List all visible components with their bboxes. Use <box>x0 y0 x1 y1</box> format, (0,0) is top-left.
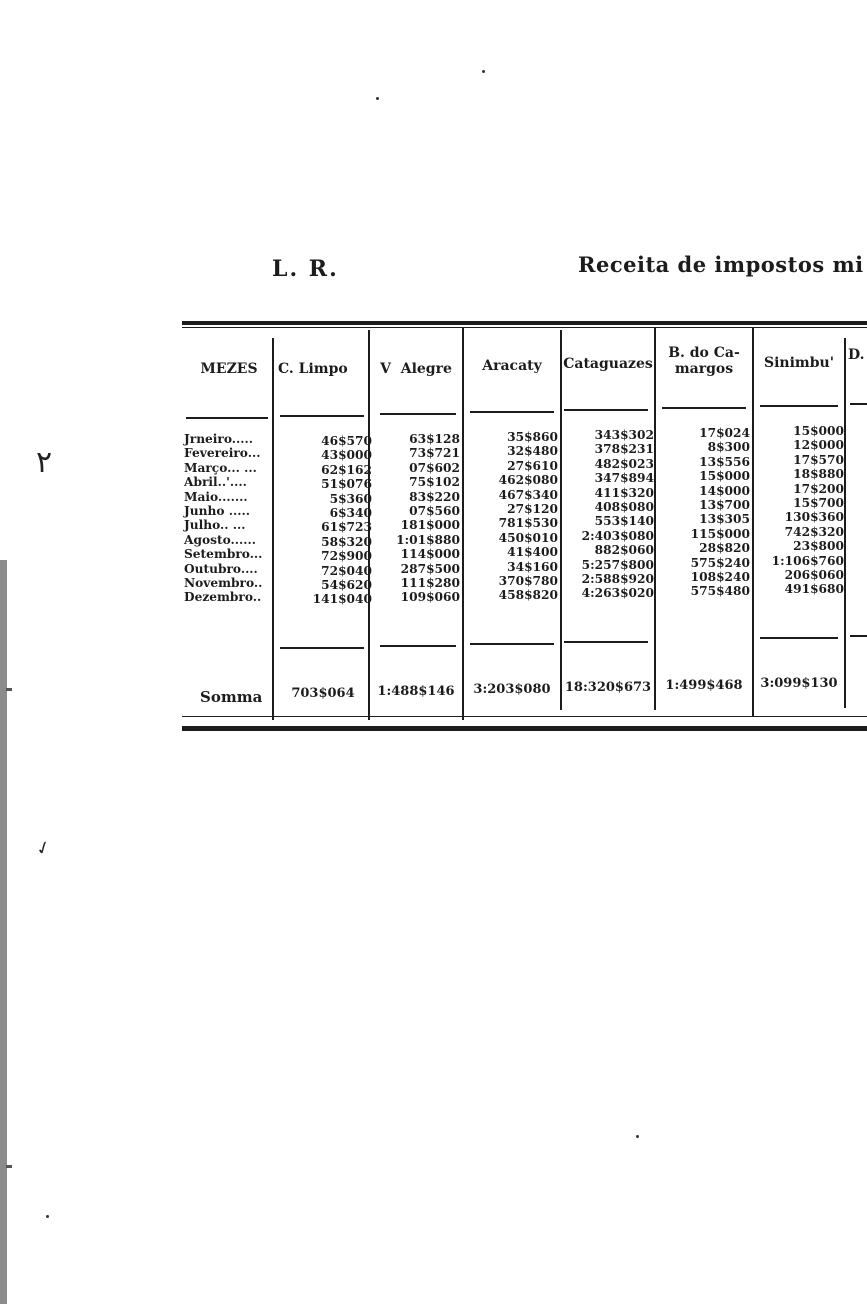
table-cell: 408$080 <box>594 500 654 515</box>
table-cell: 51$076 <box>321 477 372 492</box>
table-cell: 458$820 <box>498 588 558 603</box>
header-underline <box>760 405 838 407</box>
ink-speck <box>376 97 379 100</box>
month-label: Fevereiro... <box>184 446 261 461</box>
table-cell: 07$560 <box>409 504 460 519</box>
table-cell: 15$000 <box>699 469 750 484</box>
table-cell: 482$023 <box>594 456 654 471</box>
column-separator <box>844 338 846 708</box>
column-separator <box>272 338 274 720</box>
table-cell: 343$302 <box>594 428 654 442</box>
total-v-alegre: 1:488$146 <box>377 684 455 699</box>
table-cell: 34$160 <box>507 559 558 574</box>
column-c-limpo <box>276 434 372 607</box>
table-cell: 12$000 <box>793 438 844 453</box>
table-cell: 61$723 <box>321 520 372 535</box>
table-cell: 553$140 <box>594 514 654 529</box>
month-labels <box>184 432 262 605</box>
table-cell: 114$000 <box>400 547 460 562</box>
page-header-left: L. R. <box>272 256 339 282</box>
table-cell: 462$080 <box>498 473 558 488</box>
table-cell: 83$220 <box>409 489 460 504</box>
table-cell: 54$620 <box>321 578 372 593</box>
table-cell: 882$060 <box>594 543 654 558</box>
column-header-c-limpo: C. Limpo <box>278 361 348 377</box>
column-header-aracaty: Aracaty <box>482 358 542 374</box>
table-cell: 141$040 <box>312 592 372 607</box>
table-bottom-rule <box>182 726 867 731</box>
table-cell: 1:106$760 <box>771 553 844 568</box>
table-top-rule <box>182 321 867 325</box>
sum-underline <box>850 635 867 637</box>
column-aracaty <box>464 430 558 603</box>
table-cell: 14$000 <box>699 483 750 498</box>
table-cell: 109$060 <box>400 590 460 605</box>
column-header-v-alegre: V Alegre <box>380 361 452 377</box>
table-cell: 27$120 <box>507 502 558 517</box>
column-sinimbu <box>754 424 844 597</box>
month-label: Setembro... <box>184 547 263 562</box>
month-label: Novembro.. <box>184 576 263 591</box>
table-cell: 46$570 <box>321 434 372 448</box>
table-cell: 378$231 <box>594 442 654 457</box>
table-cell: 115$000 <box>690 526 750 541</box>
table-cell: 58$320 <box>321 534 372 549</box>
table-cell: 28$820 <box>699 541 750 556</box>
table-cell: 5$360 <box>329 491 372 506</box>
table-cell: 15$000 <box>793 424 844 438</box>
month-label: Agosto...... <box>184 532 256 547</box>
table-cell: 18$880 <box>793 467 844 482</box>
table-cell: 1:01$880 <box>396 532 460 547</box>
table-cell: 181$000 <box>400 518 460 533</box>
margin-tick-mark: ✓ <box>32 836 55 861</box>
table-cell: 17$200 <box>793 481 844 496</box>
table-cell: 72$040 <box>321 563 372 578</box>
month-label: Março... ... <box>184 460 257 475</box>
column-cataguazes <box>562 428 654 601</box>
month-label: Julho.. ... <box>184 518 246 533</box>
header-underline <box>850 403 867 405</box>
table-top-rule-thin <box>182 327 867 328</box>
table-cell: 575$480 <box>690 584 750 599</box>
total-cataguazes: 18:320$673 <box>564 680 652 695</box>
table-cell: 5:257$800 <box>581 557 654 572</box>
table-cell: 2:403$080 <box>581 528 654 543</box>
table-cell: 72$900 <box>321 549 372 564</box>
month-label: Maio....... <box>184 489 248 504</box>
table-cell: 108$240 <box>690 570 750 585</box>
table-cell: 35$860 <box>507 430 558 444</box>
table-cell: 206$060 <box>784 568 844 583</box>
table-cell: 781$530 <box>498 516 558 531</box>
ink-speck <box>636 1135 639 1138</box>
table-cell: 75$102 <box>409 475 460 490</box>
total-aracaty: 3:203$080 <box>473 682 551 697</box>
table-cell: 32$480 <box>507 444 558 459</box>
column-v-alegre <box>370 432 460 605</box>
table-cell: 62$162 <box>321 462 372 477</box>
table-cell: 130$360 <box>784 510 844 525</box>
table-cell: 23$800 <box>793 539 844 554</box>
column-header-mezes: MEZES <box>200 361 258 377</box>
table-cell: 43$000 <box>321 448 372 463</box>
total-c-limpo: 703$064 <box>291 686 355 701</box>
table-cell: 370$780 <box>498 574 558 589</box>
column-header-d: D. <box>848 347 865 363</box>
month-label: Outubro.... <box>184 561 258 576</box>
sum-underline <box>380 645 456 647</box>
table-cell: 411$320 <box>594 485 654 500</box>
table-cell: 467$340 <box>498 487 558 502</box>
sum-underline <box>564 641 648 643</box>
column-header-b-do-camargos: B. do Ca- margos <box>668 345 740 377</box>
header-underline <box>564 409 648 411</box>
totals-row-label: Somma <box>200 688 263 706</box>
table-bottom-rule-thin <box>182 716 867 717</box>
table-cell: 2:588$920 <box>581 572 654 587</box>
total-b-do-camargos: 1:499$468 <box>665 678 743 693</box>
column-b-do-camargos <box>656 426 750 599</box>
page-edge-shadow <box>0 560 7 1304</box>
table-cell: 4:263$020 <box>581 586 654 601</box>
column-header-sinimbu: Sinimbu' <box>764 355 834 371</box>
page-edge-mark <box>6 1165 12 1168</box>
table-cell: 347$894 <box>594 471 654 486</box>
table-cell: 07$602 <box>409 460 460 475</box>
table-cell: 73$721 <box>409 446 460 461</box>
month-label: Jrneiro..... <box>184 432 253 446</box>
table-cell: 13$556 <box>699 454 750 469</box>
margin-annotation: ٢ <box>36 445 53 480</box>
table-cell: 8$300 <box>707 440 750 455</box>
month-label: Dezembro.. <box>184 590 262 605</box>
table-cell: 575$240 <box>690 555 750 570</box>
header-underline <box>470 411 554 413</box>
page-edge-mark <box>6 688 12 691</box>
page-title: Receita de impostos mi <box>578 252 864 277</box>
header-underline <box>186 417 268 419</box>
table-cell: 27$610 <box>507 458 558 473</box>
header-underline <box>280 415 364 417</box>
column-header-cataguazes: Cataguazes <box>563 356 653 372</box>
table-cell: 13$305 <box>699 512 750 527</box>
table-cell: 17$570 <box>793 452 844 467</box>
sum-underline <box>760 637 838 639</box>
table-cell: 742$320 <box>784 524 844 539</box>
table-cell: 491$680 <box>784 582 844 597</box>
table-cell: 287$500 <box>400 561 460 576</box>
header-underline <box>380 413 456 415</box>
month-label: Junho ..... <box>184 504 250 519</box>
table-cell: 450$010 <box>498 530 558 545</box>
table-cell: 17$024 <box>699 426 750 440</box>
sum-underline <box>470 643 554 645</box>
header-underline <box>662 407 746 409</box>
ink-speck <box>46 1215 49 1218</box>
table-cell: 15$700 <box>793 496 844 511</box>
table-cell: 41$400 <box>507 545 558 560</box>
month-label: Abril..'.... <box>184 475 247 490</box>
ink-speck <box>482 70 485 73</box>
table-cell: 13$700 <box>699 498 750 513</box>
sum-underline <box>280 647 364 649</box>
total-sinimbu: 3:099$130 <box>760 676 838 691</box>
table-cell: 111$280 <box>400 576 460 591</box>
table-cell: 63$128 <box>409 432 460 446</box>
table-cell: 6$340 <box>329 506 372 521</box>
